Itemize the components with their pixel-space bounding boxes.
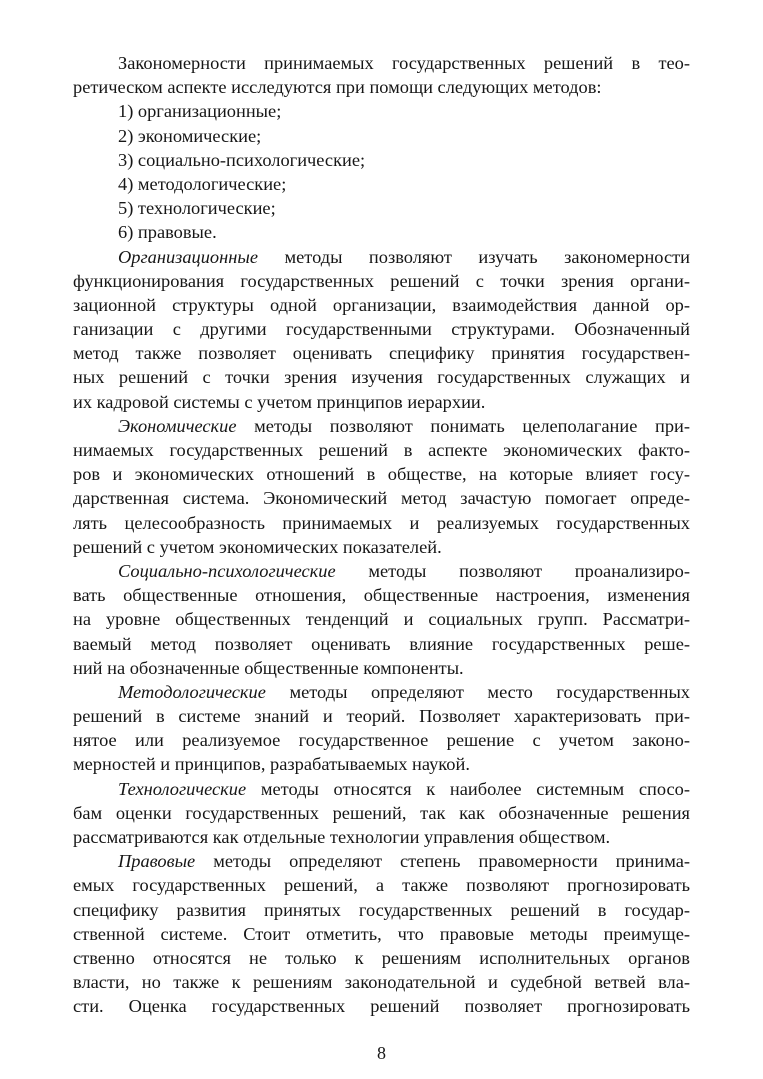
text-line: нятое или реализуемое государственное решение с учетом законо- <box>73 730 690 751</box>
list-item: 6) правовые. <box>118 222 217 243</box>
text-line <box>73 849 690 873</box>
text-line: нимаемых государственных решений в аспекте экономических факто- <box>73 440 690 460</box>
list-item: 3) социально-психологические; <box>118 149 366 170</box>
text-line: зационной структуры одной организации, взаимодействия данной ор- <box>73 294 690 315</box>
page-body <box>73 51 690 1019</box>
text-line: лять целесообразность принимаемых и реализуемых государственных <box>73 512 690 533</box>
text-line <box>73 559 690 583</box>
text-line <box>73 777 690 801</box>
text-line: сти. Оценка государственных решений позволяет прогнозировать <box>73 996 690 1017</box>
text-line: ний на обозначенные общественные компоненты. <box>73 657 464 678</box>
paragraph-methodological-methods <box>73 680 690 777</box>
text-run: методы позволяют проанализиро- <box>335 560 690 581</box>
text-line: специфику развития принятых государственных решений в государ- <box>73 899 690 920</box>
text-line: ственной системе. Стоит отметить, что правовые методы преимуще- <box>73 923 690 944</box>
text-line: власти, но также к решениям законодательной и судебной ветвей вла- <box>73 972 690 993</box>
paragraph-organizational-methods <box>73 245 690 414</box>
text-run: методы позволяют изучать закономерности <box>258 246 690 267</box>
intro-paragraph <box>73 51 690 99</box>
paragraph-socio-psychological-methods <box>73 559 690 680</box>
text-line: решений в системе знаний и теорий. Позволяет характеризовать при- <box>73 706 690 727</box>
method-term: Методологические <box>118 681 266 702</box>
text-line: ственно относятся не только к решениям исполнительных органов <box>73 947 690 968</box>
text-line: вать общественные отношения, общественные настроения, изменения <box>73 585 690 606</box>
paragraph-economic-methods <box>73 414 690 559</box>
text-line: Закономерности принимаемых государственных решений в тео- <box>118 53 690 73</box>
method-term: Социально-психологические <box>118 560 336 581</box>
methods-list <box>73 99 690 244</box>
text-line: рассматриваются как отдельные технологии управления обществом. <box>73 827 611 847</box>
text-line: дарственная система. Экономический метод зачастую помогает опреде- <box>73 488 690 509</box>
text-line: бам оценки государственных решений, так как обозначенные решения <box>73 802 690 823</box>
list-item: 1) организационные; <box>118 101 282 122</box>
text-line: мерностей и принципов, разрабатываемых наукой. <box>73 754 470 775</box>
paragraph-legal-methods <box>73 849 690 1018</box>
text-run: методы определяют степень правомерности принима- <box>195 851 690 872</box>
method-term: Правовые <box>118 851 196 872</box>
method-term: Организационные <box>118 246 258 267</box>
text-line: метод также позволяет оценивать специфику принятия государствен- <box>73 343 690 364</box>
text-line: емых государственных решений, а также позволяют прогнозировать <box>73 875 690 896</box>
page-number: 8 <box>377 1043 386 1063</box>
text-line <box>73 245 690 269</box>
text-line: решений с учетом экономических показателей. <box>73 536 442 557</box>
text-line: их кадровой системы с учетом принципов иерархии. <box>73 391 486 412</box>
paragraph-technological-methods <box>73 777 690 850</box>
text-line: ных решений с точки зрения изучения государственных служащих и <box>73 367 690 388</box>
text-line: ров и экономических отношений в обществе, на которые влияет госу- <box>73 464 690 485</box>
text-line: ганизации с другими государственными структурами. Обозначенный <box>73 319 690 340</box>
text-line: функционирования государственных решений с точки зрения органи- <box>73 270 690 291</box>
list-item: 2) экономические; <box>118 125 262 146</box>
text-line: ваемый метод позволяет оценивать влияние государственных реше- <box>73 633 690 654</box>
list-item: 5) технологические; <box>118 198 276 219</box>
method-term: Экономические <box>118 415 237 436</box>
text-line <box>73 414 690 438</box>
text-line: на уровне общественных тенденций и социальных групп. Рассматри- <box>73 609 690 630</box>
list-item: 4) методологические; <box>118 173 287 194</box>
text-run: методы позволяют понимать целеполагание при- <box>236 415 690 436</box>
text-line: ретическом аспекте исследуются при помощи следующих методов: <box>73 77 602 98</box>
method-term: Технологические <box>118 778 247 799</box>
text-run: методы определяют место государственных <box>265 681 690 702</box>
text-run: методы относятся к наиболее системным спосо- <box>246 778 690 799</box>
text-line <box>73 680 690 704</box>
